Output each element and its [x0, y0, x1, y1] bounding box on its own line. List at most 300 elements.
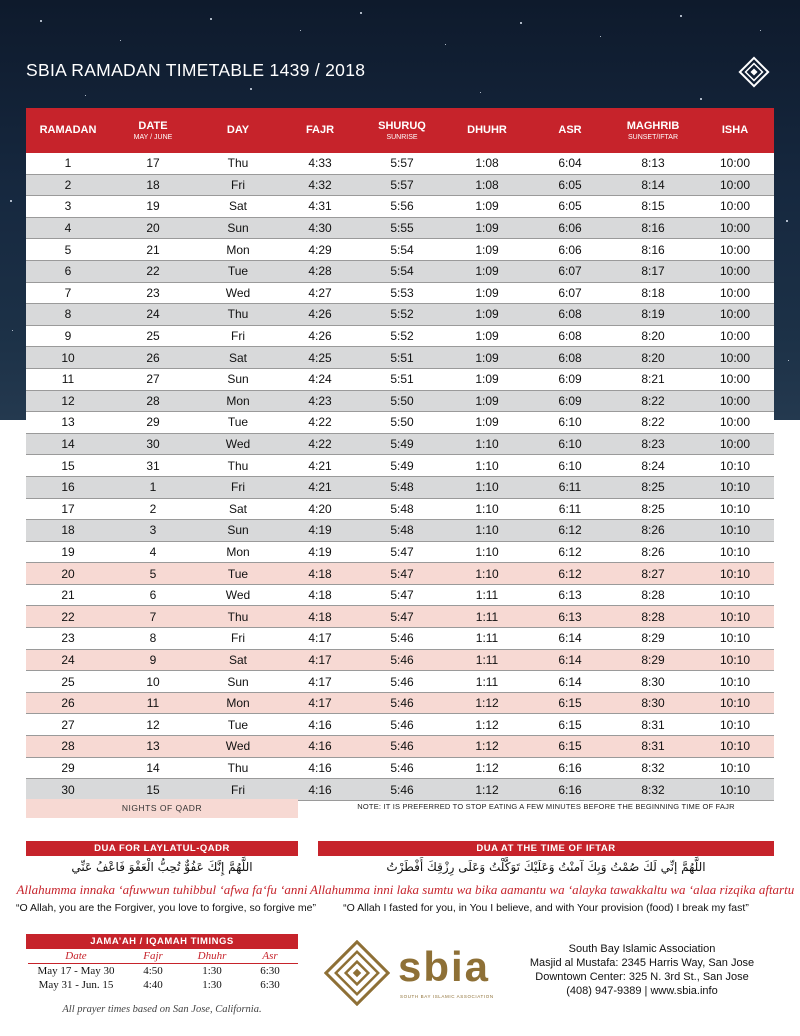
dhuhr-cell: 1:09	[444, 412, 530, 434]
weekday-cell: Sun	[196, 368, 280, 390]
isha-cell: 10:10	[696, 498, 774, 520]
col-asr: ASR	[530, 108, 610, 153]
ramadan-timetable	[26, 108, 774, 801]
fajr-cell: 4:21	[280, 476, 360, 498]
fajr-cell: 4:24	[280, 368, 360, 390]
dua-qadr-arabic: اللَّهُمَّ إِنَّكَ عَفُوٌّ تُحِبُّ الْعَفْوَ فَاعْفُ عَنِّي	[71, 860, 253, 874]
ramadan-day-cell: 7	[26, 282, 110, 304]
asr-cell: 6:10	[530, 412, 610, 434]
asr-cell: 6:12	[530, 541, 610, 563]
isha-cell: 10:10	[696, 628, 774, 650]
isha-cell: 10:10	[696, 714, 774, 736]
maghrib-cell: 8:16	[610, 217, 696, 239]
col-shuruq-label: SHURUQ	[378, 119, 426, 132]
maghrib-cell: 8:21	[610, 368, 696, 390]
isha-cell: 10:00	[696, 325, 774, 347]
asr-cell: 6:14	[530, 671, 610, 693]
date-cell: 9	[110, 649, 196, 671]
isha-cell: 10:00	[696, 433, 774, 455]
date-cell: 18	[110, 174, 196, 196]
weekday-cell: Tue	[196, 260, 280, 282]
isha-cell: 10:10	[696, 563, 774, 585]
dhuhr-cell: 1:09	[444, 304, 530, 326]
asr-cell: 6:07	[530, 282, 610, 304]
isha-cell: 10:10	[696, 671, 774, 693]
isha-cell: 10:00	[696, 347, 774, 369]
shuruq-cell: 5:52	[360, 304, 444, 326]
asr-cell: 6:16	[530, 757, 610, 779]
maghrib-cell: 8:16	[610, 239, 696, 261]
ramadan-day-cell: 4	[26, 217, 110, 239]
date-cell: 11	[110, 692, 196, 714]
table-row	[26, 692, 774, 714]
shuruq-cell: 5:47	[360, 563, 444, 585]
sbia-wordmark: sbia	[398, 943, 491, 990]
table-row	[26, 628, 774, 650]
isha-cell: 10:10	[696, 606, 774, 628]
shuruq-cell: 5:46	[360, 671, 444, 693]
table-row	[26, 736, 774, 758]
fajr-cell: 4:16	[280, 779, 360, 801]
fajr-cell: 4:32	[280, 174, 360, 196]
dhuhr-cell: 1:09	[444, 368, 530, 390]
fajr-cell: 4:17	[280, 628, 360, 650]
ramadan-day-cell: 15	[26, 455, 110, 477]
asr-cell: 6:12	[530, 520, 610, 542]
jamaah-header-row	[28, 949, 298, 964]
maghrib-cell: 8:29	[610, 628, 696, 650]
isha-cell: 10:00	[696, 390, 774, 412]
jamaah-dhuhr: 1:30	[202, 965, 222, 977]
ramadan-day-cell: 22	[26, 606, 110, 628]
date-cell: 21	[110, 239, 196, 261]
date-cell: 7	[110, 606, 196, 628]
weekday-cell: Sat	[196, 347, 280, 369]
maghrib-cell: 8:24	[610, 455, 696, 477]
fajr-note: NOTE: IT IS PREFERRED TO STOP EATING A FEW MINUTES BEFORE THE BEGINNING TIME OF FAJR	[357, 802, 735, 811]
maghrib-cell: 8:20	[610, 347, 696, 369]
jamaah-fajr: 4:40	[143, 979, 163, 991]
dhuhr-cell: 1:08	[444, 174, 530, 196]
table-row	[26, 325, 774, 347]
date-cell: 2	[110, 498, 196, 520]
maghrib-cell: 8:30	[610, 671, 696, 693]
date-cell: 30	[110, 433, 196, 455]
jamaah-col-asr: Asr	[242, 949, 298, 964]
weekday-cell: Fri	[196, 325, 280, 347]
prayer-times-footnote: All prayer times based on San Jose, California.	[62, 1004, 262, 1015]
fajr-cell: 4:26	[280, 325, 360, 347]
fajr-cell: 4:26	[280, 304, 360, 326]
maghrib-cell: 8:26	[610, 541, 696, 563]
asr-cell: 6:13	[530, 606, 610, 628]
jamaah-fajr: 4:50	[143, 965, 163, 977]
fajr-cell: 4:31	[280, 196, 360, 218]
col-date-label: DATE	[138, 119, 168, 132]
shuruq-cell: 5:55	[360, 217, 444, 239]
weekday-cell: Fri	[196, 174, 280, 196]
jamaah-col-date: Date	[28, 949, 124, 964]
weekday-cell: Thu	[196, 455, 280, 477]
fajr-cell: 4:19	[280, 541, 360, 563]
asr-cell: 6:10	[530, 455, 610, 477]
asr-cell: 6:13	[530, 584, 610, 606]
dhuhr-cell: 1:09	[444, 239, 530, 261]
date-cell: 14	[110, 757, 196, 779]
date-cell: 8	[110, 628, 196, 650]
ramadan-day-cell: 27	[26, 714, 110, 736]
fajr-cell: 4:33	[280, 153, 360, 174]
shuruq-cell: 5:46	[360, 779, 444, 801]
jamaah-dhuhr: 1:30	[202, 979, 222, 991]
fajr-cell: 4:17	[280, 692, 360, 714]
weekday-cell: Mon	[196, 541, 280, 563]
shuruq-cell: 5:46	[360, 714, 444, 736]
asr-cell: 6:05	[530, 174, 610, 196]
shuruq-cell: 5:48	[360, 498, 444, 520]
maghrib-cell: 8:22	[610, 412, 696, 434]
ramadan-day-cell: 9	[26, 325, 110, 347]
table-row	[26, 584, 774, 606]
jamaah-col-dhuhr: Dhuhr	[182, 949, 242, 964]
maghrib-cell: 8:32	[610, 757, 696, 779]
maghrib-cell: 8:25	[610, 498, 696, 520]
ramadan-day-cell: 18	[26, 520, 110, 542]
shuruq-cell: 5:46	[360, 628, 444, 650]
dhuhr-cell: 1:10	[444, 498, 530, 520]
shuruq-cell: 5:46	[360, 649, 444, 671]
col-isha: ISHA	[696, 108, 774, 153]
table-row	[26, 260, 774, 282]
maghrib-cell: 8:25	[610, 476, 696, 498]
isha-cell: 10:10	[696, 584, 774, 606]
table-row	[26, 239, 774, 261]
maghrib-cell: 8:19	[610, 304, 696, 326]
fajr-cell: 4:22	[280, 412, 360, 434]
ramadan-day-cell: 20	[26, 563, 110, 585]
isha-cell: 10:00	[696, 368, 774, 390]
isha-cell: 10:00	[696, 239, 774, 261]
dhuhr-cell: 1:10	[444, 476, 530, 498]
col-shuruq	[360, 108, 444, 153]
maghrib-cell: 8:20	[610, 325, 696, 347]
table-row	[26, 433, 774, 455]
date-cell: 29	[110, 412, 196, 434]
ramadan-day-cell: 12	[26, 390, 110, 412]
isha-cell: 10:00	[696, 174, 774, 196]
weekday-cell: Sun	[196, 671, 280, 693]
maghrib-cell: 8:30	[610, 692, 696, 714]
phone-website: (408) 947-9389 | www.sbia.info	[566, 985, 718, 997]
page-title: SBIA RAMADAN TIMETABLE 1439 / 2018	[26, 60, 366, 80]
fajr-cell: 4:25	[280, 347, 360, 369]
date-cell: 22	[110, 260, 196, 282]
dhuhr-cell: 1:11	[444, 671, 530, 693]
ramadan-day-cell: 28	[26, 736, 110, 758]
jamaah-asr: 6:30	[260, 979, 280, 991]
dua-qadr-heading: DUA FOR LAYLATUL-QADR	[26, 841, 298, 856]
table-row	[26, 174, 774, 196]
weekday-cell: Sun	[196, 217, 280, 239]
table-row	[26, 347, 774, 369]
dhuhr-cell: 1:09	[444, 260, 530, 282]
maghrib-cell: 8:18	[610, 282, 696, 304]
ramadan-day-cell: 17	[26, 498, 110, 520]
weekday-cell: Fri	[196, 628, 280, 650]
asr-cell: 6:11	[530, 476, 610, 498]
table-row	[26, 671, 774, 693]
shuruq-cell: 5:47	[360, 584, 444, 606]
dhuhr-cell: 1:09	[444, 217, 530, 239]
maghrib-cell: 8:13	[610, 153, 696, 174]
date-cell: 10	[110, 671, 196, 693]
dhuhr-cell: 1:09	[444, 325, 530, 347]
asr-cell: 6:14	[530, 628, 610, 650]
shuruq-cell: 5:51	[360, 368, 444, 390]
maghrib-cell: 8:31	[610, 736, 696, 758]
ramadan-day-cell: 2	[26, 174, 110, 196]
table-row	[26, 757, 774, 779]
isha-cell: 10:00	[696, 217, 774, 239]
shuruq-cell: 5:54	[360, 260, 444, 282]
dhuhr-cell: 1:10	[444, 455, 530, 477]
col-date-sub: MAY / JUNE	[133, 133, 173, 141]
isha-cell: 10:00	[696, 282, 774, 304]
maghrib-cell: 8:32	[610, 779, 696, 801]
fajr-cell: 4:18	[280, 584, 360, 606]
table-row	[26, 476, 774, 498]
shuruq-cell: 5:48	[360, 476, 444, 498]
asr-cell: 6:12	[530, 563, 610, 585]
asr-cell: 6:04	[530, 153, 610, 174]
isha-cell: 10:10	[696, 455, 774, 477]
weekday-cell: Wed	[196, 736, 280, 758]
shuruq-cell: 5:53	[360, 282, 444, 304]
ramadan-day-cell: 21	[26, 584, 110, 606]
downtown-address: Downtown Center: 325 N. 3rd St., San Jose	[535, 971, 749, 983]
ramadan-day-cell: 5	[26, 239, 110, 261]
isha-cell: 10:10	[696, 541, 774, 563]
date-cell: 17	[110, 153, 196, 174]
isha-cell: 10:10	[696, 476, 774, 498]
asr-cell: 6:09	[530, 390, 610, 412]
maghrib-cell: 8:15	[610, 196, 696, 218]
weekday-cell: Tue	[196, 412, 280, 434]
weekday-cell: Sun	[196, 520, 280, 542]
weekday-cell: Sat	[196, 649, 280, 671]
col-dhuhr: DHUHR	[444, 108, 530, 153]
dhuhr-cell: 1:09	[444, 196, 530, 218]
table-row	[26, 714, 774, 736]
col-maghrib-label: MAGHRIB	[626, 119, 680, 132]
table-row	[26, 563, 774, 585]
sbia-tagline: SOUTH BAY ISLAMIC ASSOCIATION	[400, 994, 494, 999]
fajr-cell: 4:28	[280, 260, 360, 282]
ramadan-day-cell: 23	[26, 628, 110, 650]
ramadan-day-cell: 8	[26, 304, 110, 326]
table-row	[26, 390, 774, 412]
fajr-cell: 4:16	[280, 714, 360, 736]
dhuhr-cell: 1:11	[444, 628, 530, 650]
isha-cell: 10:00	[696, 153, 774, 174]
table-row	[26, 217, 774, 239]
maghrib-cell: 8:27	[610, 563, 696, 585]
jamaah-row	[28, 978, 298, 992]
dua-qadr-transliteration: Allahumma innaka ‘afuwwun tuhibbul ‘afwa fa‘fu ‘anni	[16, 882, 308, 897]
weekday-cell: Thu	[196, 153, 280, 174]
dhuhr-cell: 1:10	[444, 563, 530, 585]
shuruq-cell: 5:47	[360, 541, 444, 563]
table-row	[26, 368, 774, 390]
dhuhr-cell: 1:10	[444, 541, 530, 563]
ramadan-day-cell: 30	[26, 779, 110, 801]
weekday-cell: Wed	[196, 584, 280, 606]
jamaah-asr: 6:30	[260, 965, 280, 977]
dhuhr-cell: 1:12	[444, 757, 530, 779]
fajr-cell: 4:16	[280, 757, 360, 779]
maghrib-cell: 8:28	[610, 584, 696, 606]
asr-cell: 6:11	[530, 498, 610, 520]
weekday-cell: Thu	[196, 304, 280, 326]
dhuhr-cell: 1:12	[444, 692, 530, 714]
fajr-cell: 4:18	[280, 606, 360, 628]
maghrib-cell: 8:17	[610, 260, 696, 282]
dhuhr-cell: 1:10	[444, 433, 530, 455]
table-row	[26, 304, 774, 326]
org-name: South Bay Islamic Association	[568, 943, 716, 955]
date-cell: 31	[110, 455, 196, 477]
shuruq-cell: 5:56	[360, 196, 444, 218]
isha-cell: 10:10	[696, 757, 774, 779]
shuruq-cell: 5:48	[360, 520, 444, 542]
ramadan-day-cell: 3	[26, 196, 110, 218]
asr-cell: 6:15	[530, 692, 610, 714]
jamaah-table	[28, 949, 298, 992]
table-row	[26, 455, 774, 477]
date-cell: 5	[110, 563, 196, 585]
nights-of-qadr-legend: NIGHTS OF QADR	[26, 799, 298, 818]
dua-iftar-arabic: اللَّهُمَّ إنِّي لَكَ صُمْتُ وَبِكَ آمنْتُ وَعَلَيْكَ تَوَكَّلْتُ وَعَلَى رِزْقِكَ أَفْطَرْتُ	[386, 860, 706, 874]
ramadan-day-cell: 11	[26, 368, 110, 390]
date-cell: 27	[110, 368, 196, 390]
asr-cell: 6:06	[530, 217, 610, 239]
col-day: DAY	[196, 108, 280, 153]
date-cell: 1	[110, 476, 196, 498]
ramadan-day-cell: 1	[26, 153, 110, 174]
fajr-cell: 4:17	[280, 671, 360, 693]
dhuhr-cell: 1:09	[444, 390, 530, 412]
shuruq-cell: 5:47	[360, 606, 444, 628]
weekday-cell: Mon	[196, 239, 280, 261]
ramadan-day-cell: 13	[26, 412, 110, 434]
jamaah-row	[28, 964, 298, 979]
maghrib-cell: 8:28	[610, 606, 696, 628]
table-row	[26, 282, 774, 304]
dua-iftar-transliteration: Allahumma inni laka sumtu wa bika aamantu wa ‘alayka tawakkaltu wa ‘alaa rizqika aftartu	[310, 882, 795, 897]
asr-cell: 6:06	[530, 239, 610, 261]
shuruq-cell: 5:46	[360, 757, 444, 779]
table-header-row	[26, 108, 774, 153]
weekday-cell: Tue	[196, 714, 280, 736]
jamaah-date: May 17 - May 30	[37, 965, 115, 977]
dhuhr-cell: 1:12	[444, 714, 530, 736]
fajr-cell: 4:21	[280, 455, 360, 477]
dua-iftar-heading: DUA AT THE TIME OF IFTAR	[318, 841, 774, 856]
timetable-body	[26, 153, 774, 800]
ramadan-day-cell: 16	[26, 476, 110, 498]
weekday-cell: Fri	[196, 779, 280, 801]
maghrib-cell: 8:14	[610, 174, 696, 196]
fajr-cell: 4:17	[280, 649, 360, 671]
ramadan-day-cell: 24	[26, 649, 110, 671]
isha-cell: 10:00	[696, 196, 774, 218]
asr-cell: 6:10	[530, 433, 610, 455]
weekday-cell: Mon	[196, 390, 280, 412]
asr-cell: 6:07	[530, 260, 610, 282]
fajr-cell: 4:19	[280, 520, 360, 542]
maghrib-cell: 8:23	[610, 433, 696, 455]
sbia-emblem-icon	[738, 56, 770, 88]
col-maghrib	[610, 108, 696, 153]
shuruq-cell: 5:54	[360, 239, 444, 261]
asr-cell: 6:15	[530, 736, 610, 758]
shuruq-cell: 5:52	[360, 325, 444, 347]
weekday-cell: Fri	[196, 476, 280, 498]
table-row	[26, 541, 774, 563]
maghrib-cell: 8:31	[610, 714, 696, 736]
shuruq-cell: 5:50	[360, 390, 444, 412]
contact-address	[510, 942, 774, 998]
fajr-cell: 4:23	[280, 390, 360, 412]
date-cell: 28	[110, 390, 196, 412]
date-cell: 20	[110, 217, 196, 239]
date-cell: 26	[110, 347, 196, 369]
ramadan-day-cell: 6	[26, 260, 110, 282]
isha-cell: 10:10	[696, 692, 774, 714]
asr-cell: 6:16	[530, 779, 610, 801]
shuruq-cell: 5:46	[360, 692, 444, 714]
isha-cell: 10:10	[696, 520, 774, 542]
ramadan-day-cell: 14	[26, 433, 110, 455]
isha-cell: 10:10	[696, 649, 774, 671]
maghrib-cell: 8:22	[610, 390, 696, 412]
masjid-address: Masjid al Mustafa: 2345 Harris Way, San Jose	[529, 957, 755, 969]
col-ramadan: RAMADAN	[26, 108, 110, 153]
ramadan-day-cell: 10	[26, 347, 110, 369]
shuruq-cell: 5:46	[360, 736, 444, 758]
asr-cell: 6:08	[530, 347, 610, 369]
fajr-cell: 4:20	[280, 498, 360, 520]
weekday-cell: Mon	[196, 692, 280, 714]
col-fajr: FAJR	[280, 108, 360, 153]
isha-cell: 10:10	[696, 736, 774, 758]
ramadan-day-cell: 19	[26, 541, 110, 563]
date-cell: 3	[110, 520, 196, 542]
isha-cell: 10:00	[696, 304, 774, 326]
dua-iftar-translation: “O Allah I fasted for you, in You I believe, and with Your provision (food) I break my fast”	[343, 902, 749, 914]
ramadan-day-cell: 25	[26, 671, 110, 693]
jamaah-date: May 31 - Jun. 15	[38, 979, 114, 991]
dhuhr-cell: 1:09	[444, 347, 530, 369]
dhuhr-cell: 1:11	[444, 606, 530, 628]
asr-cell: 6:08	[530, 325, 610, 347]
date-cell: 4	[110, 541, 196, 563]
dua-qadr-translation: “O Allah, you are the Forgiver, you love to forgive, so forgive me”	[16, 902, 316, 914]
jamaah-col-fajr: Fajr	[124, 949, 182, 964]
shuruq-cell: 5:49	[360, 455, 444, 477]
table-row	[26, 412, 774, 434]
ramadan-day-cell: 26	[26, 692, 110, 714]
